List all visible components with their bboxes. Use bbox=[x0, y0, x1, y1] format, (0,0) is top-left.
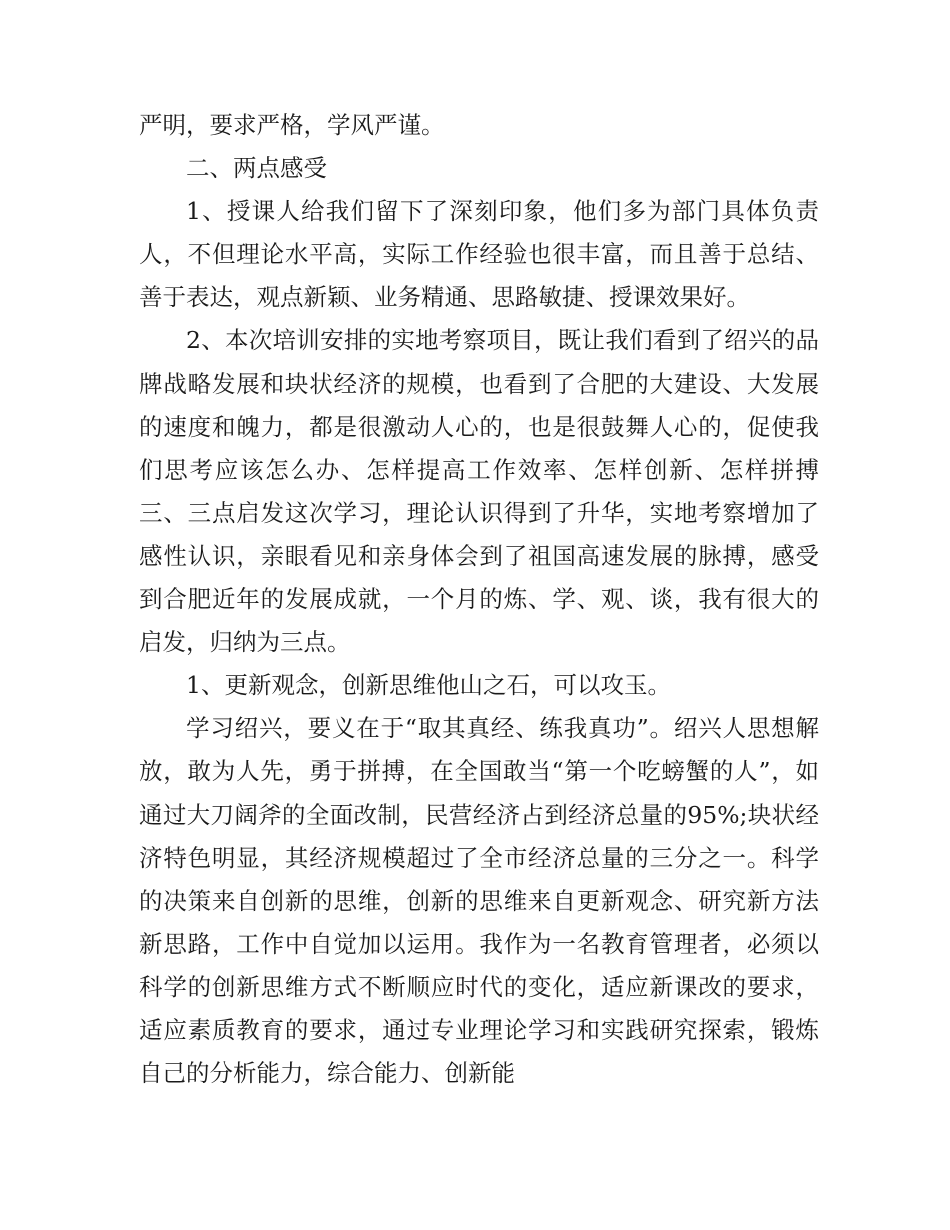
paragraph-feeling-1: 1、授课人给我们留下了深刻印象，他们多为部门具体负责人，不但理论水平高，实际工作经验也很丰富，而且善于总结、善于表达，观点新颖、业务精通、思路敏捷、授课效果好。 bbox=[139, 197, 819, 312]
paragraph-feeling-2: 2、本次培训安排的实地考察项目，既让我们看到了绍兴的品牌战略发展和块状经济的规模，也看到了合肥的大建设、大发展的速度和魄力，都是很激动人心的，也是很鼓舞人心的，促使我们思考应该怎么办、怎样提高工作效率、怎样创新、怎样拼搏三、三点启发这次学习，理论认识得到了升华，实地考察增加了感性认识，亲眼看见和亲身体会到了祖国高速发展的脉搏，感受到合肥近年的发展成就，一个月的炼、学、观、谈，我有很大的启发，归纳为三点。 bbox=[139, 326, 819, 657]
section-heading-two-feelings: 二、两点感受 bbox=[186, 154, 327, 183]
paragraph-learning-shaoxing: 学习绍兴，要义在于“取其真经、练我真功”。绍兴人思想解放，敢为人先，勇于拼搏，在全国敢当“第一个吃螃蟹的人”，如通过大刀阔斧的全面改制，民营经济占到经济总量的95%;块状经济特色明显，其经济规模超过了全市经济总量的三分之一。科学的决策来自创新的思维，创新的思维来自更新观念、研究新方法新思路，工作中自觉加以运用。我作为一名教育管理者，必须以科学的创新思维方式不断顺应时代的变化，适应新课改的要求，适应素质教育的要求，通过专业理论学习和实践研究探索，锻炼自己的分析能力，综合能力、创新能 bbox=[139, 714, 819, 1088]
paragraph-continuation: 严明，要求严格，学风严谨。 bbox=[139, 111, 445, 139]
paragraph-inspiration-1-heading: 1、更新观念，创新思维他山之石，可以攻玉。 bbox=[186, 671, 671, 700]
document-page bbox=[139, 104, 819, 1095]
